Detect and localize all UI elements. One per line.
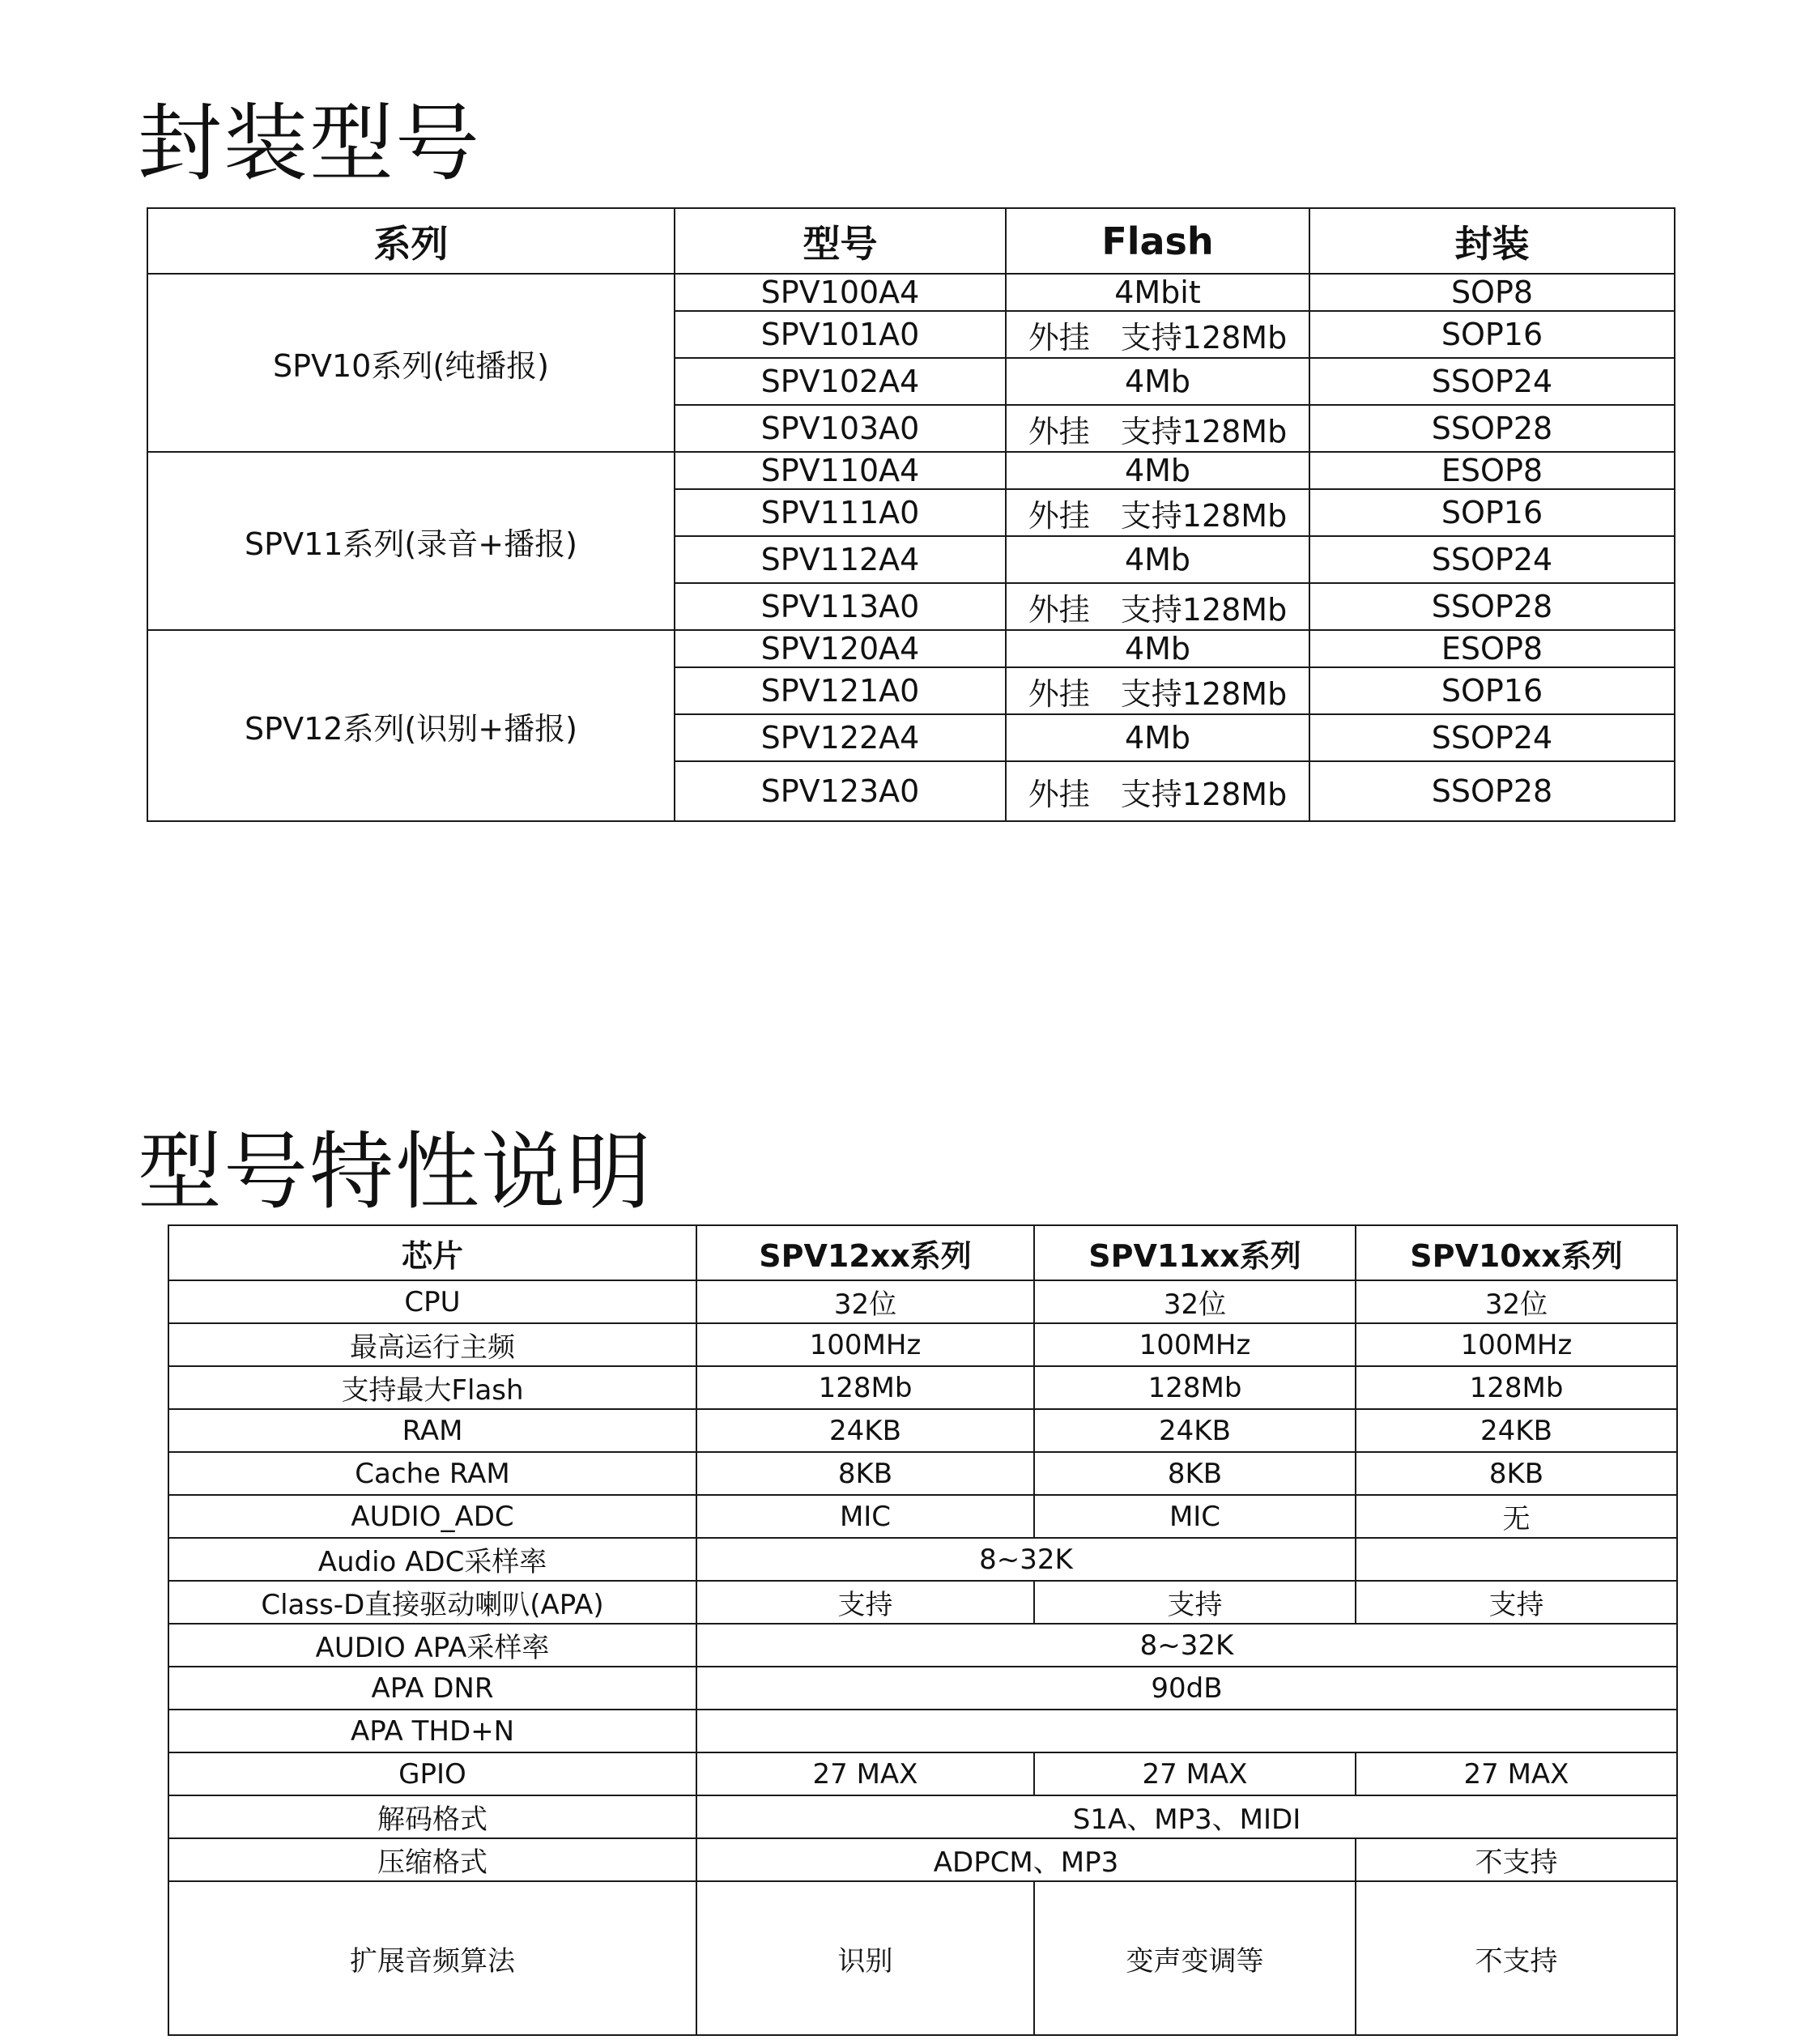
header-spv11: SPV11xx系列 (1034, 1225, 1356, 1280)
model-cell: SPV123A0 (675, 761, 1006, 821)
table-row (168, 1495, 1677, 1538)
feature-value: 8KB (1356, 1452, 1677, 1495)
flash-cell: 外挂 支持128Mb (1006, 489, 1309, 536)
model-cell: SPV100A4 (675, 274, 1006, 311)
model-cell: SPV113A0 (675, 583, 1006, 630)
table-row (168, 1409, 1677, 1452)
feature-value: 32位 (1356, 1280, 1677, 1323)
flash-cell: 4Mb (1006, 630, 1309, 667)
model-cell: SPV103A0 (675, 405, 1006, 452)
feature-label: Class-D直接驱动喇叭(APA) (168, 1581, 696, 1624)
model-cell: SPV121A0 (675, 667, 1006, 714)
series-cell: SPV11系列(录音+播报) (147, 452, 675, 630)
feature-value: 128Mb (1356, 1366, 1677, 1409)
feature-value: 90dB (696, 1667, 1677, 1710)
package-cell: SSOP24 (1309, 714, 1675, 761)
package-cell: SOP8 (1309, 274, 1675, 311)
table-header-row (168, 1225, 1677, 1280)
feature-value: 24KB (696, 1409, 1034, 1452)
feature-value: 32位 (696, 1280, 1034, 1323)
feature-label: AUDIO_ADC (168, 1495, 696, 1538)
feature-value: ADPCM、MP3 (696, 1838, 1356, 1881)
feature-value: 支持 (1034, 1581, 1356, 1624)
feature-value: 100MHz (1034, 1323, 1356, 1366)
feature-value: 128Mb (696, 1366, 1034, 1409)
feature-label: GPIO (168, 1752, 696, 1795)
feature-value: 24KB (1356, 1409, 1677, 1452)
feature-value: 8~32K (696, 1624, 1677, 1667)
flash-cell: 外挂 支持128Mb (1006, 311, 1309, 358)
flash-cell: 外挂 支持128Mb (1006, 667, 1309, 714)
feature-label: APA DNR (168, 1667, 696, 1710)
package-section-title: 封装型号 (138, 94, 482, 193)
features-section-title: 型号特性说明 (138, 1122, 654, 1221)
feature-value: 8~32K (696, 1538, 1356, 1581)
flash-cell: 外挂 支持128Mb (1006, 761, 1309, 821)
feature-label: CPU (168, 1280, 696, 1323)
feature-value: 32位 (1034, 1280, 1356, 1323)
feature-value: 支持 (1356, 1581, 1677, 1624)
header-chip: 芯片 (168, 1225, 696, 1280)
feature-label: RAM (168, 1409, 696, 1452)
feature-label: APA THD+N (168, 1710, 696, 1752)
feature-value: MIC (1034, 1495, 1356, 1538)
flash-cell: 4Mb (1006, 536, 1309, 583)
flash-cell: 4Mb (1006, 358, 1309, 405)
table-row (147, 452, 1675, 489)
feature-value: 128Mb (1034, 1366, 1356, 1409)
header-series: 系列 (147, 208, 675, 274)
package-cell: SSOP24 (1309, 358, 1675, 405)
feature-label: Cache RAM (168, 1452, 696, 1495)
feature-value: 无 (1356, 1495, 1677, 1538)
flash-cell: 4Mb (1006, 714, 1309, 761)
header-package: 封装 (1309, 208, 1675, 274)
table-row (168, 1581, 1677, 1624)
feature-value: 100MHz (696, 1323, 1034, 1366)
flash-cell: 4Mb (1006, 452, 1309, 489)
table-row (168, 1752, 1677, 1795)
header-spv12: SPV12xx系列 (696, 1225, 1034, 1280)
feature-value: 27 MAX (696, 1752, 1034, 1795)
model-cell: SPV112A4 (675, 536, 1006, 583)
table-row (168, 1452, 1677, 1495)
package-cell: SSOP28 (1309, 405, 1675, 452)
feature-label: 最高运行主频 (168, 1323, 696, 1366)
header-flash: Flash (1006, 208, 1309, 274)
package-cell: SOP16 (1309, 489, 1675, 536)
table-header-row (147, 208, 1675, 274)
table-row (168, 1366, 1677, 1409)
feature-value: 变声变调等 (1034, 1881, 1356, 2035)
package-cell: SSOP28 (1309, 583, 1675, 630)
table-row (168, 1795, 1677, 1838)
table-row (168, 1710, 1677, 1752)
table-row (147, 274, 1675, 311)
package-cell: SSOP24 (1309, 536, 1675, 583)
feature-label: 扩展音频算法 (168, 1881, 696, 2035)
table-row (168, 1881, 1677, 2035)
feature-value: 不支持 (1356, 1881, 1677, 2035)
feature-value: 8KB (696, 1452, 1034, 1495)
header-model: 型号 (675, 208, 1006, 274)
package-cell: SOP16 (1309, 311, 1675, 358)
flash-cell: 外挂 支持128Mb (1006, 583, 1309, 630)
flash-cell: 4Mbit (1006, 274, 1309, 311)
model-cell: SPV120A4 (675, 630, 1006, 667)
flash-cell: 外挂 支持128Mb (1006, 405, 1309, 452)
feature-value: 不支持 (1356, 1838, 1677, 1881)
feature-value: 8KB (1034, 1452, 1356, 1495)
table-row (168, 1667, 1677, 1710)
feature-value: 识别 (696, 1881, 1034, 2035)
feature-label: Audio ADC采样率 (168, 1538, 696, 1581)
feature-label: AUDIO APA采样率 (168, 1624, 696, 1667)
package-cell: ESOP8 (1309, 452, 1675, 489)
feature-value: 27 MAX (1356, 1752, 1677, 1795)
feature-label: 压缩格式 (168, 1838, 696, 1881)
table-row (168, 1624, 1677, 1667)
feature-value: MIC (696, 1495, 1034, 1538)
feature-value: 27 MAX (1034, 1752, 1356, 1795)
series-cell: SPV10系列(纯播报) (147, 274, 675, 452)
feature-value: 支持 (696, 1581, 1034, 1624)
feature-label: 解码格式 (168, 1795, 696, 1838)
package-table (147, 207, 1675, 822)
series-cell: SPV12系列(识别+播报) (147, 630, 675, 821)
table-row (168, 1838, 1677, 1881)
feature-value: 100MHz (1356, 1323, 1677, 1366)
table-row (168, 1280, 1677, 1323)
model-cell: SPV102A4 (675, 358, 1006, 405)
model-cell: SPV111A0 (675, 489, 1006, 536)
table-row (147, 630, 1675, 667)
feature-label: 支持最大Flash (168, 1366, 696, 1409)
package-cell: ESOP8 (1309, 630, 1675, 667)
model-cell: SPV122A4 (675, 714, 1006, 761)
header-spv10: SPV10xx系列 (1356, 1225, 1677, 1280)
feature-value: 24KB (1034, 1409, 1356, 1452)
feature-value (1356, 1538, 1677, 1581)
feature-value (696, 1710, 1677, 1752)
table-row (168, 1323, 1677, 1366)
package-cell: SSOP28 (1309, 761, 1675, 821)
feature-value: S1A、MP3、MIDI (696, 1795, 1677, 1838)
model-cell: SPV101A0 (675, 311, 1006, 358)
package-cell: SOP16 (1309, 667, 1675, 714)
model-cell: SPV110A4 (675, 452, 1006, 489)
features-table (168, 1224, 1678, 2036)
table-row (168, 1538, 1677, 1581)
